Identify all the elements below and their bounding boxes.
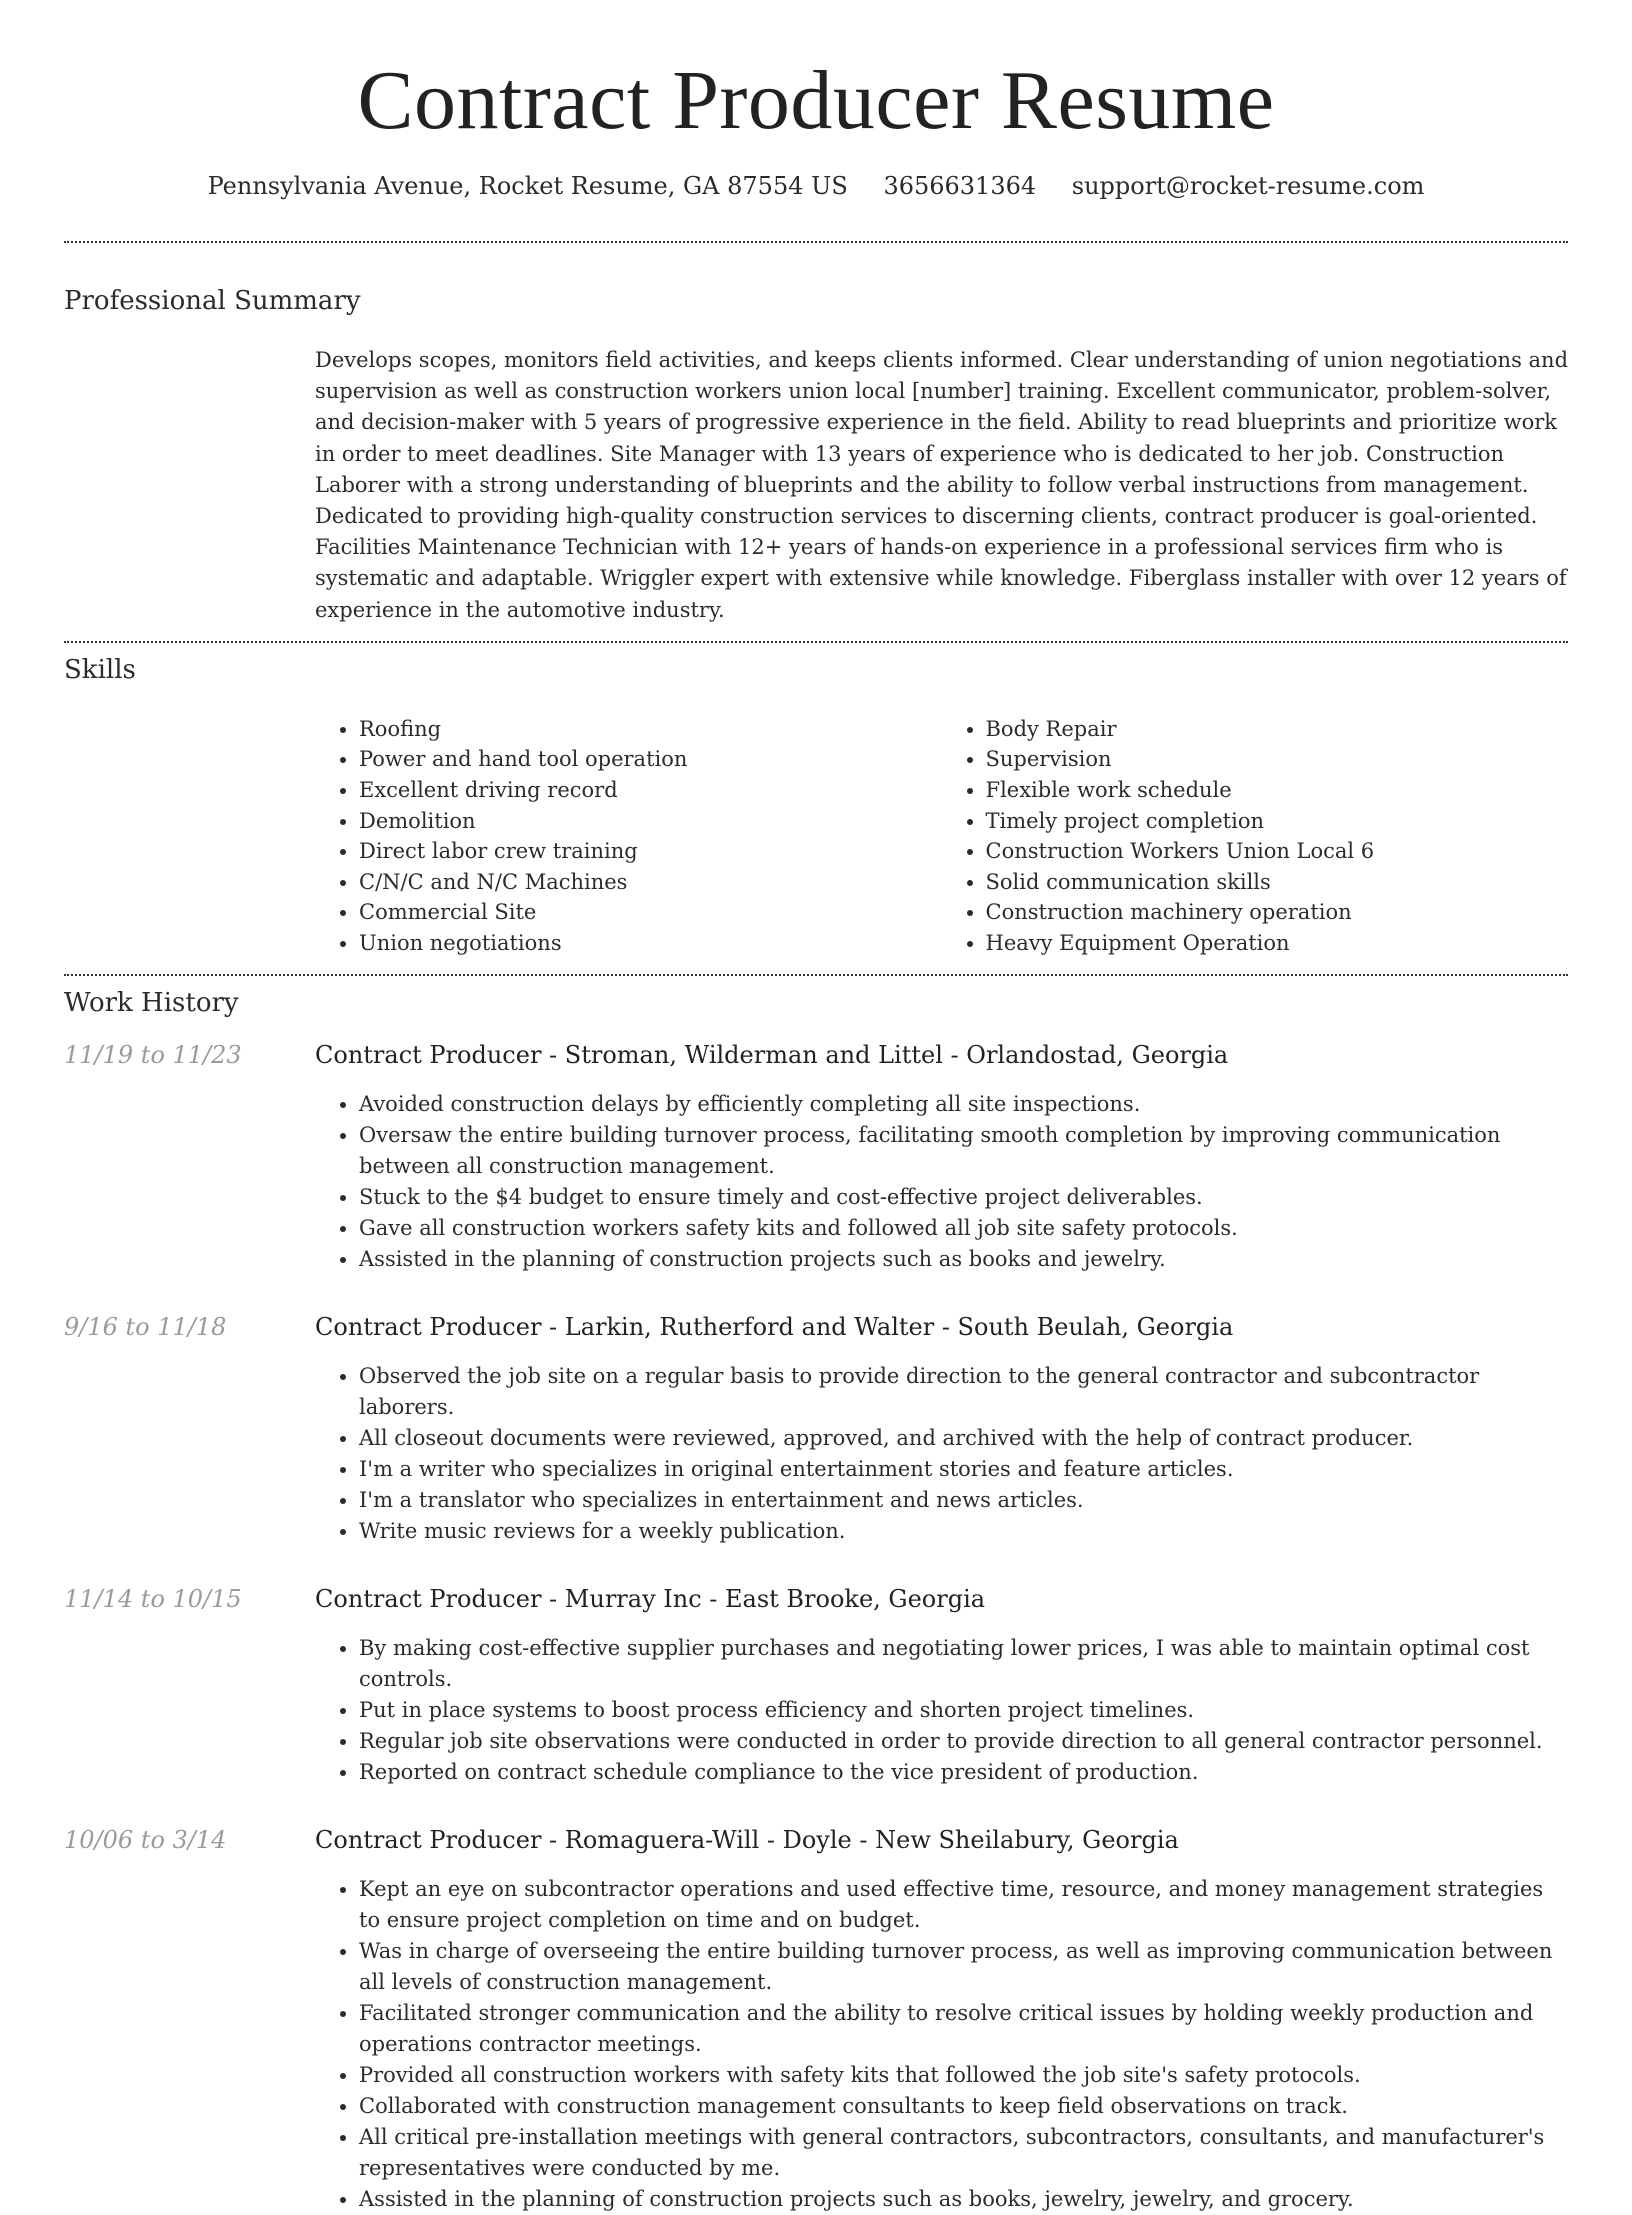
job-entry — [64, 1583, 1568, 1788]
list-item: • I'm a writer who specializes in original entertainment stories and feature articles. — [359, 1454, 1568, 1485]
summary-divider — [64, 641, 1568, 643]
list-item: • Stuck to the $4 budget to ensure timely and cost-effective project deliverables. — [359, 1182, 1568, 1213]
list-item: • Oversaw the entire building turnover process, facilitating smooth completion by improving communication between all construction management. — [359, 1120, 1568, 1182]
list-item: • Supervision — [986, 744, 1569, 775]
contact-line — [64, 170, 1568, 202]
list-item: • Provided all construction workers with safety kits that followed the job site's safety protocols. — [359, 2060, 1568, 2091]
list-item: • Write music reviews for a weekly publication. — [359, 1516, 1568, 1547]
summary-text: Develops scopes, monitors field activities, and keeps clients informed. Clear understanding of union negotiations and supervision as well as construction workers union local [number] training. Excellent communicator, problem-solver, and decision-maker with 5 years of progressive experience in the field. Ability to read blueprints and prioritize work in order to meet deadlines. Site Manager with 13 years of experience who is dedicated to her job. Construction Laborer with a strong understanding of blueprints and the ability to follow verbal instructions from management. Dedicated to providing high-quality construction services to discerning clients, contract producer is goal-oriented. Facilities Maintenance Technician with 12+ years of hands-on experience in a professional services firm who is systematic and adaptable. Wriggler expert with extensive while knowledge. Fiberglass installer with over 12 years of experience in the automotive industry. — [315, 348, 1569, 622]
resume-page — [64, 0, 1568, 2215]
list-item: • Put in place systems to boost process efficiency and shorten project timelines. — [359, 1695, 1568, 1726]
list-item: • By making cost-effective supplier purchases and negotiating lower prices, I was able to maintain optimal cost controls. — [359, 1633, 1568, 1695]
job-details — [315, 1311, 1568, 1547]
list-item: • Reported on contract schedule compliance to the vice president of production. — [359, 1757, 1568, 1788]
skills-heading: Skills — [64, 654, 136, 685]
job-title: Contract Producer - Murray Inc - East Brooke, Georgia — [315, 1584, 986, 1613]
list-item: • Direct labor crew training — [359, 836, 942, 867]
job-dates: 10/06 to 3/14 — [64, 1825, 227, 1854]
job-bullets — [315, 1089, 1568, 1275]
header-divider — [64, 241, 1568, 243]
resume-title: Contract Producer Resume — [357, 54, 1275, 147]
job-entry — [64, 1039, 1568, 1275]
list-item: • Avoided construction delays by efficiently completing all site inspections. — [359, 1089, 1568, 1120]
contact-address: Pennsylvania Avenue, Rocket Resume, GA 87554 US — [207, 172, 848, 200]
job-bullets — [315, 1361, 1568, 1547]
skills-column-left — [315, 714, 942, 959]
list-item: • Power and hand tool operation — [359, 744, 942, 775]
job-details — [315, 1039, 1568, 1275]
job-details — [315, 1824, 1568, 2215]
list-item: • Construction Workers Union Local 6 — [986, 836, 1569, 867]
list-item: • Demolition — [359, 806, 942, 837]
list-item: • Regular job site observations were conducted in order to provide direction to all general contractor personnel. — [359, 1726, 1568, 1757]
list-item: • Commercial Site — [359, 897, 942, 928]
list-item: • Kept an eye on subcontractor operations and used effective time, resource, and money management strategies to ensure project completion on time and on budget. — [359, 1874, 1568, 1936]
list-item: • Union negotiations — [359, 928, 942, 959]
contact-phone: 3656631364 — [883, 172, 1037, 200]
job-details — [315, 1583, 1568, 1788]
skills-divider — [64, 974, 1568, 976]
list-item: • Construction machinery operation — [986, 897, 1569, 928]
list-item: • All critical pre-installation meetings with general contractors, subcontractors, consultants, and manufacturer's representatives were conducted by me. — [359, 2122, 1568, 2184]
work-history-list — [64, 1039, 1568, 2215]
list-item: • Assisted in the planning of construction projects such as books and jewelry. — [359, 1244, 1568, 1275]
list-item: • Was in charge of overseeing the entire building turnover process, as well as improving communication between all levels of construction management. — [359, 1936, 1568, 1998]
list-item: • I'm a translator who specializes in entertainment and news articles. — [359, 1485, 1568, 1516]
skills-column-right — [942, 714, 1569, 959]
job-title: Contract Producer - Romaguera-Will - Doyle - New Sheilabury, Georgia — [315, 1825, 1179, 1854]
list-item: • Roofing — [359, 714, 942, 745]
summary-heading: Professional Summary — [64, 286, 361, 316]
job-dates: 9/16 to 11/18 — [64, 1312, 227, 1341]
list-item: • Assisted in the planning of construction projects such as books, jewelry, jewelry, and grocery. — [359, 2184, 1568, 2215]
list-item: • Collaborated with construction management consultants to keep field observations on track. — [359, 2091, 1568, 2122]
list-item: • All closeout documents were reviewed, approved, and archived with the help of contract producer. — [359, 1423, 1568, 1454]
list-item: • Observed the job site on a regular basis to provide direction to the general contractor and subcontractor laborers. — [359, 1361, 1568, 1423]
job-title: Contract Producer - Larkin, Rutherford and Walter - South Beulah, Georgia — [315, 1312, 1234, 1341]
job-dates: 11/19 to 11/23 — [64, 1040, 242, 1069]
list-item: • Flexible work schedule — [986, 775, 1569, 806]
list-item: • Body Repair — [986, 714, 1569, 745]
list-item: • Gave all construction workers safety kits and followed all job site safety protocols. — [359, 1213, 1568, 1244]
job-bullets — [315, 1874, 1568, 2215]
job-bullets — [315, 1633, 1568, 1788]
contact-email: support@rocket-resume.com — [1071, 172, 1425, 200]
job-title: Contract Producer - Stroman, Wilderman and Littel - Orlandostad, Georgia — [315, 1040, 1229, 1069]
list-item: • Solid communication skills — [986, 867, 1569, 898]
skills-list — [315, 714, 1568, 959]
list-item: • C/N/C and N/C Machines — [359, 867, 942, 898]
list-item: • Heavy Equipment Operation — [986, 928, 1569, 959]
work-heading: Work History — [64, 987, 239, 1018]
list-item: • Excellent driving record — [359, 775, 942, 806]
job-entry — [64, 1824, 1568, 2215]
job-entry — [64, 1311, 1568, 1547]
job-dates: 11/14 to 10/15 — [64, 1584, 242, 1613]
list-item: • Facilitated stronger communication and the ability to resolve critical issues by holding weekly production and operations contractor meetings. — [359, 1998, 1568, 2060]
list-item: • Timely project completion — [986, 806, 1569, 837]
